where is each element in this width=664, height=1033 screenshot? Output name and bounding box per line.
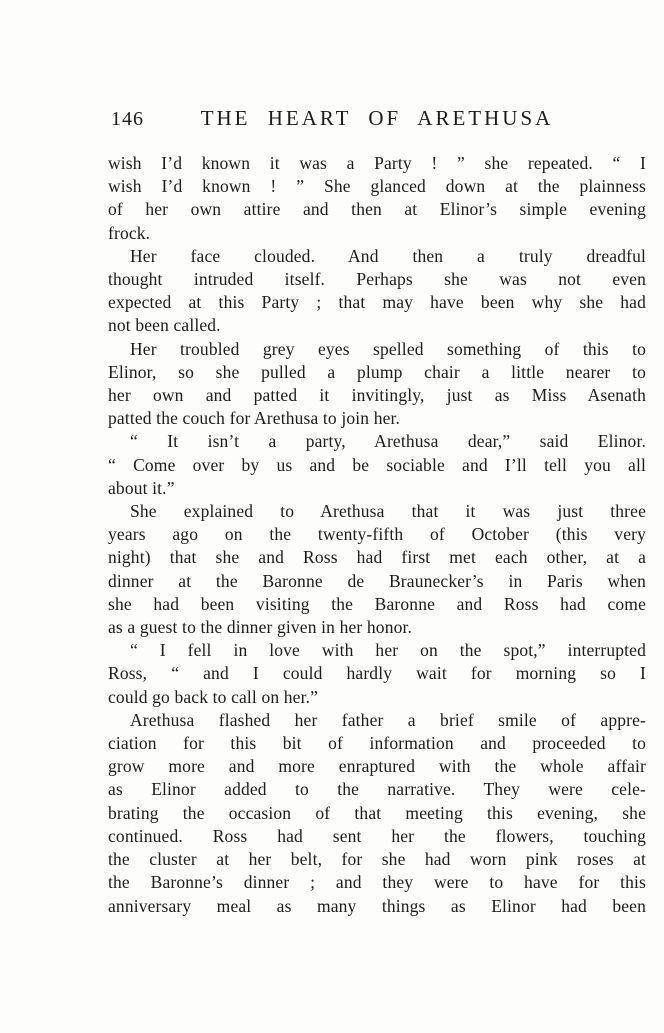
text-line: continued. Ross had sent her the flowers, touching [108, 825, 646, 846]
text-column [108, 106, 646, 918]
text-line: could go back to call on her.” [108, 686, 319, 707]
text-line: “ Come over by us and be sociable and I’ll tell you all [108, 454, 646, 475]
text-line: of her own attire and then at Elinor’s simple evening [108, 199, 646, 220]
text-line: about it.” [108, 477, 175, 498]
paragraph [108, 709, 646, 918]
paragraph [108, 430, 646, 500]
text-line: dinner at the Baronne de Braunecker’s in Paris when [108, 570, 646, 591]
text-line: wish I’d known ! ” She glanced down at the plainness [108, 176, 646, 197]
text-line: wish I’d known it was a Party ! ” she repeated. “ I [108, 153, 646, 173]
text-line: grow more and more enraptured with the whole affair [108, 756, 646, 777]
text-line: Ross, “ and I could hardly wait for morning so I [108, 663, 646, 684]
text-line: she had been visiting the Baronne and Ross had come [108, 593, 646, 614]
text-line: patted the couch for Arethusa to join her. [108, 408, 401, 429]
text-line: night) that she and Ross had first met each other, at a [108, 547, 646, 568]
text-line: “ It isn’t a party, Arethusa dear,” said Elinor. [130, 431, 646, 452]
paragraph [108, 338, 646, 431]
text-line: the Baronne’s dinner ; and they were to have for this [108, 872, 646, 893]
text-line: ciation for this bit of information and proceeded to [108, 733, 646, 754]
text-line: as a guest to the dinner given in her honor. [108, 617, 413, 638]
text-line: Her face clouded. And then a truly dreadful [130, 245, 646, 266]
text-line: the cluster at her belt, for she had worn pink roses at [108, 849, 646, 870]
paragraph [108, 152, 646, 245]
page-header [108, 106, 646, 132]
text-line: thought intruded itself. Perhaps she was not even [108, 269, 646, 290]
text-line: her own and patted it invitingly, just as Miss Asenath [108, 385, 646, 406]
paragraph [108, 639, 646, 709]
text-line: Her troubled grey eyes spelled something of this to [130, 338, 646, 359]
text-line: as Elinor added to the narrative. They were cele- [108, 779, 646, 800]
text-line: Elinor, so she pulled a plump chair a little nearer to [108, 361, 646, 382]
text-line: expected at this Party ; that may have been why she had [108, 292, 646, 313]
page-text [108, 152, 646, 918]
text-line: Arethusa flashed her father a brief smile of appre- [130, 709, 646, 730]
paragraph [108, 500, 646, 639]
text-line: She explained to Arethusa that it was just three [130, 501, 646, 522]
text-line: years ago on the twenty-fifth of October (this very [108, 524, 646, 545]
paragraph [108, 245, 646, 338]
page-number: 146 [111, 108, 144, 130]
text-line: not been called. [108, 315, 221, 336]
text-line: “ I fell in love with her on the spot,” interrupted [130, 640, 646, 661]
text-line: anniversary meal as many things as Elinor had been [108, 895, 646, 916]
text-line: brating the occasion of that meeting this evening, she [108, 802, 646, 823]
text-line: frock. [108, 222, 151, 243]
running-title: THE HEART OF ARETHUSA [200, 106, 554, 130]
